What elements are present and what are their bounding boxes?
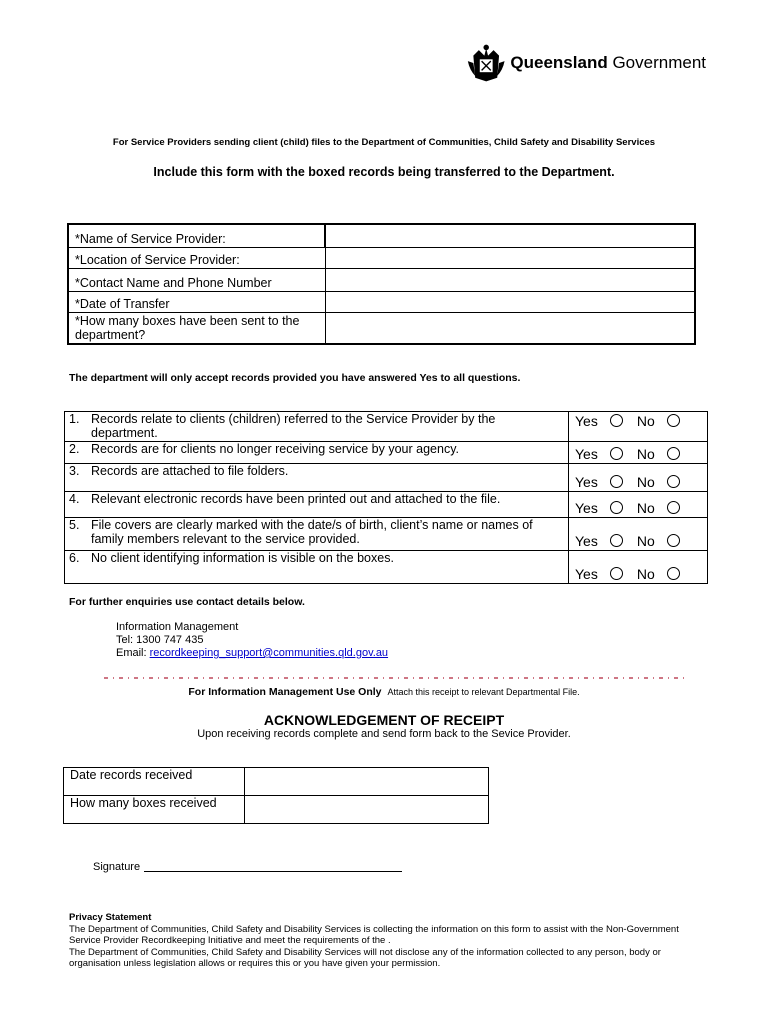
provider-row	[68, 312, 695, 344]
yes-radio[interactable]	[610, 567, 623, 580]
yes-label: Yes	[575, 413, 598, 429]
logo-wordmark	[510, 53, 706, 73]
yes-label: Yes	[575, 500, 598, 516]
no-radio[interactable]	[667, 501, 680, 514]
provider-row	[68, 268, 695, 291]
form-instruction: Include this form with the boxed records being transferred to the Department.	[153, 165, 615, 179]
item-number: 5.	[69, 518, 80, 532]
no-label: No	[636, 446, 655, 462]
checklist-question	[65, 464, 569, 492]
email-link[interactable]: recordkeeping_support@communities.qld.gov.au	[149, 647, 389, 659]
yes-radio[interactable]	[610, 475, 623, 488]
yes-radio[interactable]	[610, 501, 623, 514]
checklist-question	[65, 518, 569, 551]
enquiries-heading: For further enquiries use contact details below.	[69, 596, 305, 608]
contact-name: Information Management	[116, 621, 239, 633]
office-use-line	[0, 686, 768, 698]
signature-label: Signature	[93, 861, 141, 873]
no-label: No	[636, 500, 655, 516]
receipt-row	[64, 768, 489, 796]
logo-regular-text: Government	[612, 53, 706, 72]
contact-name-phone-field[interactable]	[325, 268, 695, 291]
checklist-question	[65, 442, 569, 464]
no-label: No	[636, 474, 655, 490]
yes-radio[interactable]	[610, 534, 623, 547]
yes-no-cell	[569, 492, 708, 518]
checklist-row	[65, 442, 708, 464]
checklist-row	[65, 551, 708, 584]
item-number: 3.	[69, 464, 80, 478]
contact-details	[116, 621, 388, 660]
no-radio[interactable]	[667, 414, 680, 427]
privacy-paragraph-2: The Department of Communities, Child Safety and Disability Services will not disclose any of the information collected to any person, body or organisation unless legislation allows or requires this or you have given your permission.	[69, 946, 661, 970]
date-received-field[interactable]	[245, 768, 489, 796]
provider-location-label: *Location of Service Provider:	[68, 247, 325, 268]
signature-line	[93, 861, 402, 873]
checklist-row	[65, 412, 708, 442]
boxes-sent-field[interactable]	[325, 312, 695, 344]
receipt-table	[63, 767, 489, 824]
logo-bold-text: Queensland	[510, 53, 608, 72]
no-label: No	[636, 566, 655, 582]
item-number: 4.	[69, 492, 80, 506]
provider-name-field[interactable]	[325, 224, 695, 247]
no-radio[interactable]	[667, 475, 680, 488]
contact-email-line	[116, 647, 388, 660]
provider-row	[68, 291, 695, 312]
accept-note: The department will only accept records provided you have answered Yes to all questions.	[69, 372, 521, 384]
acknowledgement-subtitle: Upon receiving records complete and send form back to the Sevice Provider.	[197, 728, 571, 740]
checklist-row	[65, 464, 708, 492]
provider-row	[68, 224, 695, 247]
checklist-question	[65, 551, 569, 584]
yes-no-cell	[569, 464, 708, 492]
item-text: File covers are clearly marked with the date/s of birth, client’s name or names of family members relevant to the service provided.	[91, 518, 533, 546]
privacy-paragraph-1: The Department of Communities, Child Safety and Disability Services is collecting the information on this form to assist with the Non-Government Service Provider Recordkeeping Initiative and meet the requirements of the .	[69, 923, 679, 947]
privacy-heading: Privacy Statement	[69, 912, 152, 923]
provider-details-table	[67, 223, 696, 345]
no-label: No	[636, 533, 655, 549]
contact-tel: Tel: 1300 747 435	[116, 634, 204, 646]
item-text: No client identifying information is visible on the boxes.	[91, 551, 394, 565]
yes-radio[interactable]	[610, 447, 623, 460]
office-use-note: Attach this receipt to relevant Departmental File.	[387, 687, 580, 697]
checklist-row	[65, 492, 708, 518]
checklist-question	[65, 492, 569, 518]
item-number: 1.	[69, 412, 80, 426]
item-number: 6.	[69, 551, 80, 565]
yes-no-cell	[569, 518, 708, 551]
yes-label: Yes	[575, 446, 598, 462]
no-radio[interactable]	[667, 534, 680, 547]
queensland-government-logo	[466, 40, 706, 86]
item-text: Records are for clients no longer receiving service by your agency.	[91, 442, 459, 456]
boxes-sent-label: *How many boxes have been sent to the department?	[68, 312, 325, 344]
yes-radio[interactable]	[610, 414, 623, 427]
checklist-row	[65, 518, 708, 551]
coat-of-arms-icon	[466, 41, 506, 85]
item-text: Relevant electronic records have been printed out and attached to the file.	[91, 492, 501, 506]
no-radio[interactable]	[667, 447, 680, 460]
yes-no-cell	[569, 412, 708, 442]
date-of-transfer-label: *Date of Transfer	[68, 291, 325, 312]
checklist-table	[64, 411, 708, 584]
signature-field[interactable]	[144, 871, 402, 872]
date-of-transfer-field[interactable]	[325, 291, 695, 312]
form-subtitle: For Service Providers sending client (child) files to the Department of Communities, Child Safety and Disability Services	[112, 137, 656, 148]
acknowledgement-title: ACKNOWLEDGEMENT OF RECEIPT	[263, 712, 505, 728]
provider-location-field[interactable]	[325, 247, 695, 268]
yes-label: Yes	[575, 566, 598, 582]
provider-name-label: *Name of Service Provider:	[68, 224, 325, 247]
office-use-label: For Information Management Use Only	[188, 686, 382, 698]
yes-no-cell	[569, 442, 708, 464]
privacy-statement	[69, 912, 709, 970]
yes-label: Yes	[575, 533, 598, 549]
yes-label: Yes	[575, 474, 598, 490]
no-label: No	[636, 413, 655, 429]
item-text: Records relate to clients (children) referred to the Service Provider by the department.	[91, 412, 496, 440]
date-received-label: Date records received	[64, 768, 245, 796]
cut-line	[104, 676, 684, 680]
email-label: Email:	[116, 647, 150, 659]
yes-no-cell	[569, 551, 708, 584]
boxes-received-field[interactable]	[245, 796, 489, 824]
item-number: 2.	[69, 442, 80, 456]
boxes-received-label: How many boxes received	[64, 796, 245, 824]
receipt-row	[64, 796, 489, 824]
contact-name-phone-label: *Contact Name and Phone Number	[68, 268, 325, 291]
checklist-question	[65, 412, 569, 442]
no-radio[interactable]	[667, 567, 680, 580]
provider-row	[68, 247, 695, 268]
item-text: Records are attached to file folders.	[91, 464, 289, 478]
